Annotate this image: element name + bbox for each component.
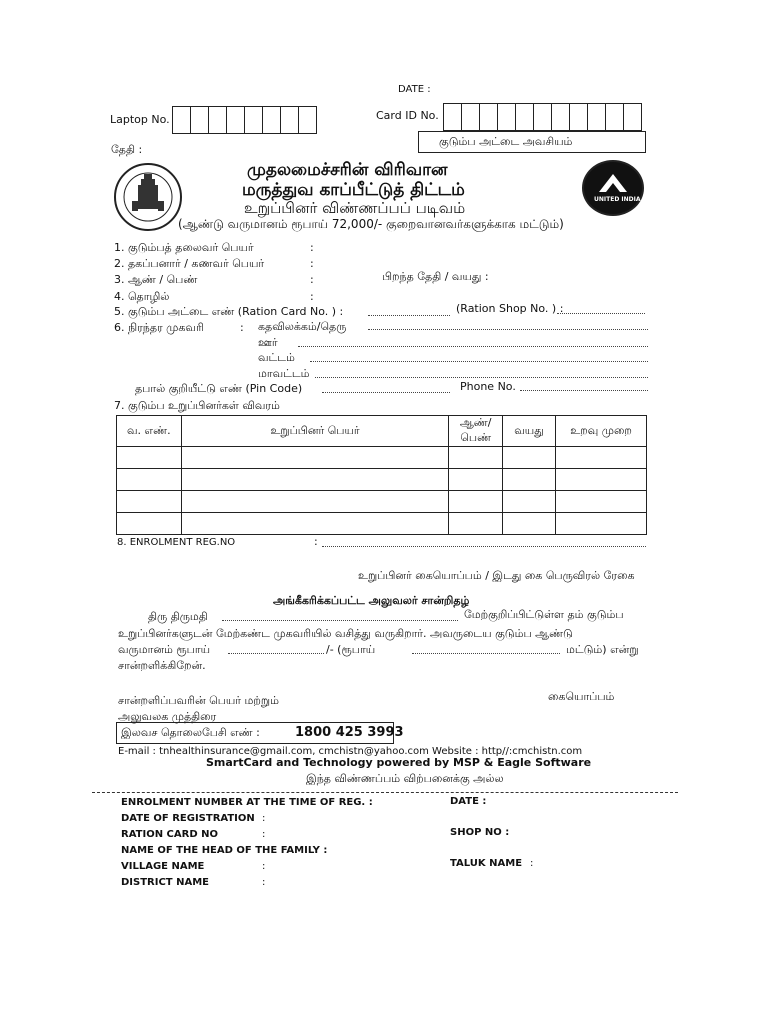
toll-free-label: இலவச தொலைபேசி எண் :	[121, 726, 260, 739]
field-dob-age: பிறந்த தேதி / வயது :	[382, 270, 489, 283]
slip-taluk-name: TALUK NAME	[450, 858, 523, 869]
member-signature-label: உறுப்பினர் கையொப்பம் / இடது கை பெருவிரல் ரேகை	[358, 569, 635, 582]
contact-email-website: E-mail : tnhealthinsurance@gmail.com, cmchistn@yahoo.com Website : http//:cmchistn.com	[118, 746, 583, 757]
slip-enrolment-number: ENROLMENT NUMBER AT THE TIME OF REG. :	[121, 797, 373, 808]
family-members-table	[116, 415, 647, 535]
pin-code-line[interactable]	[322, 392, 450, 393]
not-for-sale: இந்த விண்ணப்பம் விற்பனைக்கு அல்ல	[306, 772, 504, 785]
cert-line-3a: வருமானம் ரூபாய்	[118, 643, 211, 656]
card-required-box	[418, 131, 646, 153]
field-taluk: வட்டம்	[258, 351, 295, 364]
district-line[interactable]	[315, 377, 648, 378]
cert-line-4: சான்றளிக்கிறேன்.	[118, 659, 206, 672]
slip-date-of-registration: DATE OF REGISTRATION	[121, 813, 255, 824]
office-seal-label: அலுவலக முத்திரை	[118, 710, 217, 723]
enrolment-reg-line[interactable]	[322, 546, 646, 547]
table-header-row	[117, 416, 647, 447]
colon: :	[314, 535, 318, 548]
table-row[interactable]	[117, 447, 647, 469]
field-door-street: கதவிலக்கம்/தெரு	[258, 320, 347, 333]
date-top: DATE :	[398, 84, 431, 95]
tn-emblem-icon	[114, 163, 182, 231]
colon: :	[310, 241, 314, 254]
field-address: 6. நிரந்தர முகவரி	[114, 321, 204, 334]
card-id-boxes[interactable]	[443, 103, 642, 131]
slip-village-name: VILLAGE NAME	[121, 861, 205, 872]
field-occupation: 4. தொழில்	[114, 290, 170, 303]
cert-line-3c: மட்டும்) என்று	[566, 643, 639, 656]
colon: :	[310, 273, 314, 286]
cut-line	[92, 792, 678, 793]
column-header: உறுப்பினர் பெயர்	[181, 416, 449, 447]
cert-line-1a: திரு திருமதி	[148, 610, 208, 623]
slip-district-name: DISTRICT NAME	[121, 877, 209, 888]
table-row[interactable]	[117, 513, 647, 535]
field-family-members: 7. குடும்ப உறுப்பினர்கள் விவரம்	[114, 399, 280, 412]
column-header: உறவு முறை	[556, 416, 647, 447]
date-label: தேதி :	[111, 143, 143, 156]
colon: :	[262, 813, 266, 824]
certificate-title: அங்கீகரிக்கப்பட்ட அலுவலர் சான்றிதழ்	[273, 594, 470, 607]
field-enrolment-reg: 8. ENROLMENT REG.NO	[117, 537, 236, 548]
ration-card-line[interactable]	[368, 315, 450, 316]
cert-income-words-line[interactable]	[412, 653, 560, 654]
laptop-label: Laptop No.	[110, 113, 170, 126]
card-required-text: குடும்ப அட்டை அவசியம்	[439, 135, 573, 148]
taluk-line[interactable]	[310, 361, 648, 362]
title-line-1: முதலமைச்சரின் விரிவான	[247, 160, 448, 180]
slip-head-of-family: NAME OF THE HEAD OF THE FAMILY :	[121, 845, 328, 856]
field-ration-card: 5. குடும்ப அட்டை எண் (Ration Card No. ) :	[114, 305, 344, 318]
ration-shop-line[interactable]	[557, 313, 645, 314]
field-head-name: 1. குடும்பத் தலைவர் பெயர்	[114, 241, 254, 254]
field-father-name: 2. தகப்பனார் / கணவர் பெயர்	[114, 257, 265, 270]
slip-date: DATE :	[450, 796, 487, 807]
field-district: மாவட்டம்	[258, 367, 310, 380]
field-phone: Phone No.	[460, 380, 516, 393]
card-id-label: Card ID No.	[376, 109, 439, 122]
cert-line-2: உறுப்பினர்களுடன் மேற்கண்ட முகவரியில் வசித்து வருகிறார். அவருடைய குடும்ப ஆண்டு	[118, 627, 573, 640]
colon: :	[310, 257, 314, 270]
colon: :	[262, 861, 266, 872]
field-ration-shop: (Ration Shop No. ) :	[456, 302, 564, 315]
column-header: வ. எண்.	[117, 416, 182, 447]
laptop-number-boxes[interactable]	[172, 106, 317, 134]
united-india-logo-icon	[582, 160, 644, 216]
colon: :	[262, 829, 266, 840]
subtitle: (ஆண்டு வருமானம் ரூபாய் 72,000/- குறைவானவர்களுக்காக மட்டும்)	[178, 217, 564, 231]
village-line[interactable]	[298, 346, 648, 347]
logo-text: UNITED INDIA	[594, 196, 641, 203]
slip-shop-no: SHOP NO :	[450, 827, 510, 838]
colon: :	[240, 321, 244, 334]
cert-name-line[interactable]	[222, 620, 458, 621]
table-row[interactable]	[117, 469, 647, 491]
toll-free-number: 1800 425 3993	[295, 725, 404, 740]
colon: :	[262, 877, 266, 888]
certifier-signature-label: கையொப்பம்	[548, 690, 615, 703]
column-header: வயது	[502, 416, 555, 447]
cert-line-1b: மேற்குறிப்பிட்டுள்ள தம் குடும்ப	[464, 608, 624, 621]
colon: :	[530, 858, 534, 869]
colon: :	[310, 290, 314, 303]
title-line-3: உறுப்பினர் விண்ணப்பப் படிவம்	[244, 199, 466, 217]
column-header: ஆண்/பெண்	[449, 416, 502, 447]
slip-ration-card-no: RATION CARD NO	[121, 829, 218, 840]
title-line-2: மருத்துவ காப்பீட்டுத் திட்டம்	[242, 180, 465, 200]
table-row[interactable]	[117, 491, 647, 513]
field-gender: 3. ஆண் / பெண்	[114, 273, 198, 286]
cert-income-line[interactable]	[228, 653, 324, 654]
field-pin-code: தபால் குறியீட்டு எண் (Pin Code)	[135, 382, 303, 395]
powered-by: SmartCard and Technology powered by MSP & Eagle Software	[206, 756, 592, 769]
certifier-name-label: சான்றளிப்பவரின் பெயர் மற்றும்	[118, 694, 279, 707]
phone-line[interactable]	[520, 390, 648, 391]
toll-free-box	[116, 722, 404, 744]
door-street-line[interactable]	[368, 329, 648, 330]
cert-line-3b: /- (ரூபாய்	[326, 643, 376, 656]
field-village: ஊர்	[258, 336, 278, 349]
